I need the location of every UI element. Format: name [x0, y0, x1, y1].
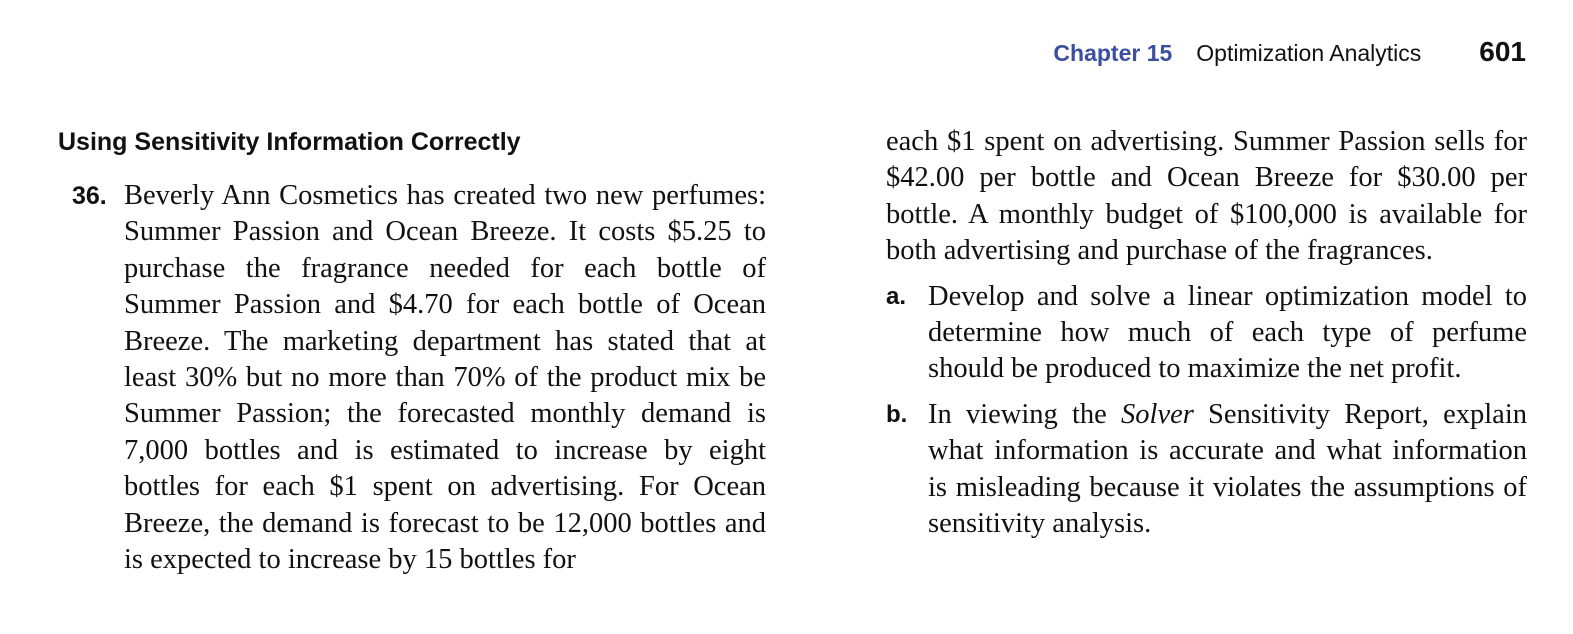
page-number: 601	[1479, 36, 1526, 67]
subpart-b-solver-term: Solver	[1121, 398, 1194, 430]
problem-36	[58, 178, 766, 578]
problem-continued-text: each $1 spent on advertising. Summer Passion sells for $42.00 per bottle and Ocean Breeze for $30.00 per bottle. A monthly budget of $100,000 is available for both advertising and purchase of the fragrances.	[886, 126, 1527, 267]
subpart-b	[886, 397, 1527, 543]
right-column	[886, 124, 1527, 551]
chapter-title: Optimization Analytics	[1196, 40, 1422, 66]
subpart-b-label: b.	[886, 400, 908, 428]
chapter-label: Chapter 15	[1053, 40, 1173, 66]
running-head	[1053, 36, 1526, 68]
subpart-a	[886, 279, 1527, 388]
subpart-a-label: a.	[886, 282, 907, 310]
subpart-b-text-after: Sensitivity Report, explain what information is accurate and what information is misleading because it violates the assumptions of sensitivity analysis.	[928, 398, 1527, 540]
section-heading: Using Sensitivity Information Correctly	[58, 128, 521, 156]
problem-number: 36.	[72, 182, 107, 210]
subpart-a-text: Develop and solve a linear optimization model to determine how much of each type of perfume should be produced to maximize the net profit.	[928, 280, 1527, 385]
left-column	[58, 124, 766, 578]
subpart-b-text-before: In viewing the	[928, 398, 1122, 430]
problem-text: Beverly Ann Cosmetics has created two new perfumes: Summer Passion and Ocean Breeze. It costs $5.25 to purchase the fragrance needed for each bottle of Summer Passion and $4.70 for each bottle of Ocean Breeze. The marketing department has stated that at least 30% but no more than 70% of the product mix be Summer Passion; the forecasted monthly demand is 7,000 bottles and is estimated to increase by eight bottles for each $1 spent on advertising. For Ocean Breeze, the demand is forecast to be 12,000 bottles and is expected to increase by 15 bottles for	[124, 180, 766, 576]
